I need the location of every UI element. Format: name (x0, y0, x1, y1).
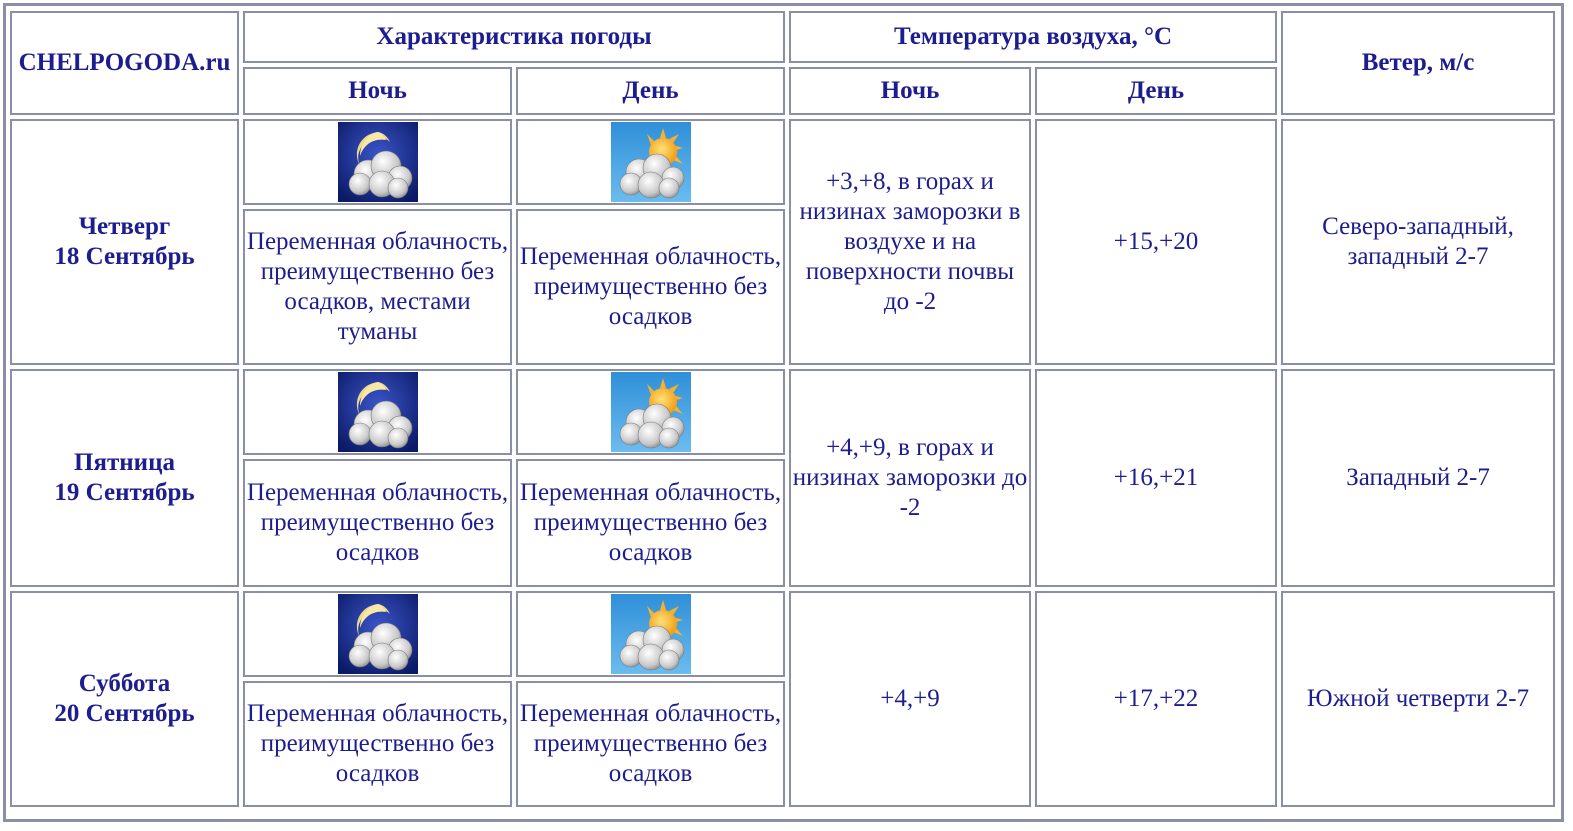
day-label-cell (10, 119, 239, 365)
wind-value: Северо-западный, западный 2-7 (1281, 119, 1555, 365)
night-temperature: +3,+8, в горах и низинах заморозки в воздухе и на поверхности почвы до -2 (789, 119, 1031, 365)
moon-cloud-icon (338, 372, 418, 452)
day-date: 18 Сентябрь (54, 243, 195, 270)
day-description: Переменная облачность, преимущественно без осадков (516, 209, 785, 365)
header-air-temperature: Температура воздуха, °С (789, 11, 1277, 63)
day-temperature: +16,+21 (1035, 369, 1277, 587)
day-icon-cell (516, 591, 785, 677)
day-description: Переменная облачность, преимущественно без осадков (516, 681, 785, 807)
day-label-cell (10, 369, 239, 587)
header-temp-night: Ночь (789, 67, 1031, 115)
day-icon-cell (516, 369, 785, 455)
sun-cloud-icon (611, 372, 691, 452)
night-description: Переменная облачность, преимущественно без осадков (243, 459, 512, 587)
day-label-cell (10, 591, 239, 807)
night-description: Переменная облачность, преимущественно без осадков (243, 681, 512, 807)
moon-cloud-icon (338, 122, 418, 202)
day-description: Переменная облачность, преимущественно без осадков (516, 459, 785, 587)
header-weather-day: День (516, 67, 785, 115)
night-temperature: +4,+9, в горах и низинах заморозки до -2 (789, 369, 1031, 587)
wind-value: Южной четверти 2-7 (1281, 591, 1555, 807)
sun-cloud-icon (611, 122, 691, 202)
wind-value: Западный 2-7 (1281, 369, 1555, 587)
day-name: Суббота (78, 670, 171, 697)
night-icon-cell (243, 369, 512, 455)
night-temperature: +4,+9 (789, 591, 1031, 807)
forecast-row (10, 369, 1555, 455)
forecast-row (10, 591, 1555, 677)
day-date: 20 Сентябрь (54, 700, 195, 727)
day-temperature: +15,+20 (1035, 119, 1277, 365)
sun-cloud-icon (611, 594, 691, 674)
site-brand: CHELPOGODA.ru (10, 11, 239, 115)
header-temp-day: День (1035, 67, 1277, 115)
header-weather-night: Ночь (243, 67, 512, 115)
night-icon-cell (243, 119, 512, 205)
forecast-row (10, 119, 1555, 205)
night-icon-cell (243, 591, 512, 677)
day-icon-cell (516, 119, 785, 205)
moon-cloud-icon (338, 594, 418, 674)
header-wind: Ветер, м/с (1281, 11, 1555, 115)
day-name: Пятница (74, 449, 175, 476)
day-date: 19 Сентябрь (54, 479, 195, 506)
night-description: Переменная облачность, преимущественно без осадков, местами туманы (243, 209, 512, 365)
day-temperature: +17,+22 (1035, 591, 1277, 807)
forecast-table (6, 7, 1559, 811)
day-name: Четверг (78, 213, 171, 240)
header-weather-characteristic: Характеристика погоды (243, 11, 785, 63)
